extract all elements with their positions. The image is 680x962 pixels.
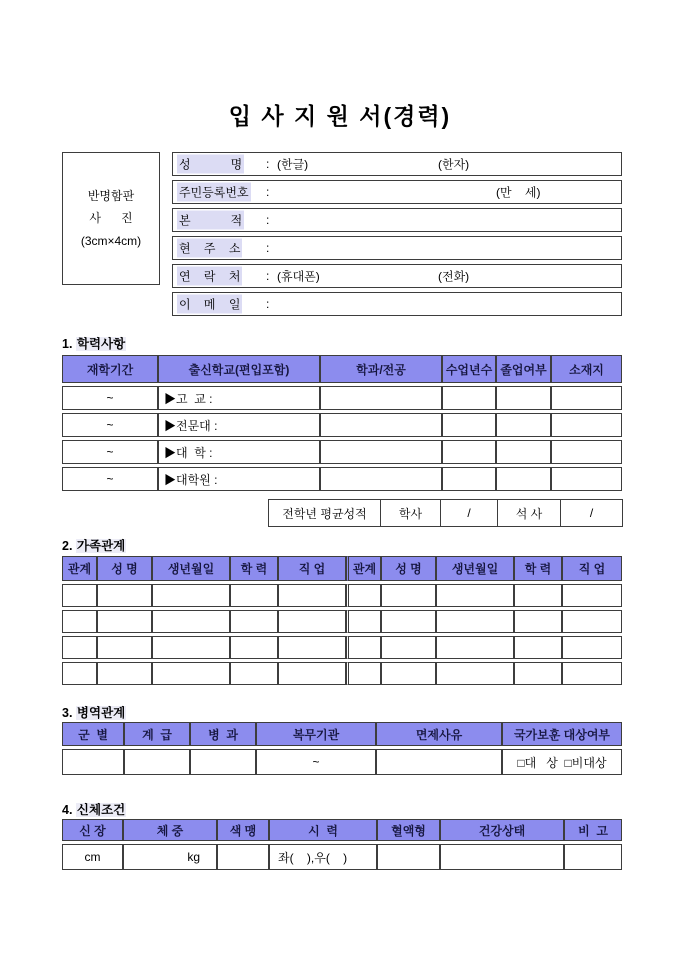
physical-header-row xyxy=(62,819,622,841)
location-cell xyxy=(551,440,622,464)
major-cell xyxy=(320,386,442,410)
header-cell: 졸업여부 xyxy=(496,355,551,383)
header-cell: 신 장 xyxy=(62,819,123,841)
header-cell: 시 력 xyxy=(269,819,377,841)
school-cell: ▶대학원 : xyxy=(158,467,320,491)
family-cell xyxy=(381,610,436,633)
major-cell xyxy=(320,467,442,491)
period-cell: ~ xyxy=(62,440,158,464)
gpa-bachelor-score: / xyxy=(441,500,498,527)
family-cell xyxy=(278,584,346,607)
name-label: 성 명 xyxy=(177,155,244,174)
school-cell: ▶대 학 : xyxy=(158,440,320,464)
header-cell: 체 중 xyxy=(123,819,217,841)
family-cell xyxy=(230,610,278,633)
resident-number-label: 주민등록번호 xyxy=(177,183,251,202)
family-cell xyxy=(514,662,562,685)
height-cell: cm xyxy=(62,844,123,870)
permanent-address-label: 본 적 xyxy=(177,211,244,230)
family-cell xyxy=(436,662,514,685)
family-cell xyxy=(97,662,152,685)
header-cell: 비 고 xyxy=(564,819,622,841)
photo-box-line1: 반명함판 xyxy=(87,189,135,204)
major-cell xyxy=(320,440,442,464)
family-cell xyxy=(436,610,514,633)
service-period-cell: ~ xyxy=(256,749,376,775)
row-contact xyxy=(172,264,622,288)
graduated-cell xyxy=(496,413,551,437)
family-cell xyxy=(514,636,562,659)
email-label: 이 메 일 xyxy=(177,295,242,314)
header-cell: 직 업 xyxy=(562,556,622,581)
header-cell: 건강상태 xyxy=(440,819,564,841)
branch-cell xyxy=(62,749,124,775)
location-cell xyxy=(551,386,622,410)
section-number: 3. xyxy=(62,706,73,720)
family-cell xyxy=(152,584,230,607)
colorblind-cell xyxy=(217,844,269,870)
photo-box-line2: 사 진 xyxy=(89,211,133,226)
contact-phone-placeholder: (전화) xyxy=(438,269,470,284)
family-cell xyxy=(152,662,230,685)
section-title: 신체조건 xyxy=(76,803,126,817)
photo-box-line3: (3cm×4cm) xyxy=(80,233,142,248)
row-email xyxy=(172,292,622,316)
family-cell xyxy=(152,610,230,633)
military-table xyxy=(62,719,622,778)
family-cell xyxy=(562,662,622,685)
military-row xyxy=(62,749,622,775)
colon: : xyxy=(266,185,270,199)
school-cell: ▶고 교 : xyxy=(158,386,320,410)
period-cell: ~ xyxy=(62,413,158,437)
colon: : xyxy=(266,157,270,171)
personal-info-table xyxy=(172,152,622,316)
header-cell: 성 명 xyxy=(97,556,152,581)
health-cell xyxy=(440,844,564,870)
family-cell xyxy=(346,662,381,685)
family-cell xyxy=(436,636,514,659)
family-cell xyxy=(230,584,278,607)
page-title: 입 사 지 원 서(경력) xyxy=(228,103,452,129)
header-cell: 수업년수 xyxy=(442,355,496,383)
family-cell xyxy=(230,636,278,659)
section-number: 1. xyxy=(62,337,73,351)
family-row xyxy=(62,636,622,659)
colon: : xyxy=(266,213,270,227)
name-hangul-placeholder: (한글) xyxy=(277,157,309,172)
family-cell xyxy=(152,636,230,659)
section-number: 4. xyxy=(62,803,73,817)
family-cell xyxy=(62,662,97,685)
name-hanja-placeholder: (한자) xyxy=(438,157,470,172)
vision-cell: 좌( ),우( ) xyxy=(269,844,377,870)
family-cell xyxy=(62,584,97,607)
physical-table xyxy=(62,816,622,873)
years-cell xyxy=(442,440,496,464)
header-cell: 관계 xyxy=(346,556,381,581)
header-cell: 생년월일 xyxy=(152,556,230,581)
veteran-status-cell: □대 상 □비대상 xyxy=(502,749,622,775)
graduated-cell xyxy=(496,467,551,491)
header-cell: 병 과 xyxy=(190,722,256,746)
gpa-row xyxy=(269,500,623,527)
major-cell xyxy=(320,413,442,437)
education-row-gradschool xyxy=(62,467,622,491)
family-cell xyxy=(278,610,346,633)
age-placeholder: (만 세) xyxy=(496,185,541,200)
family-cell xyxy=(62,610,97,633)
header-cell: 학 력 xyxy=(514,556,562,581)
graduated-cell xyxy=(496,386,551,410)
family-cell xyxy=(62,636,97,659)
military-header-row xyxy=(62,722,622,746)
family-cell xyxy=(562,610,622,633)
row-permanent-address xyxy=(172,208,622,232)
weight-cell: kg xyxy=(123,844,217,870)
family-cell xyxy=(562,636,622,659)
contact-label: 연 락 처 xyxy=(177,267,242,286)
row-name xyxy=(172,152,622,176)
header-cell: 면제사유 xyxy=(376,722,502,746)
location-cell xyxy=(551,413,622,437)
family-cell xyxy=(436,584,514,607)
header-cell: 복무기관 xyxy=(256,722,376,746)
header-cell: 계 급 xyxy=(124,722,190,746)
family-cell xyxy=(381,662,436,685)
rank-cell xyxy=(124,749,190,775)
contact-mobile-placeholder: (휴대폰) xyxy=(277,269,320,284)
header-cell: 성 명 xyxy=(381,556,436,581)
family-cell xyxy=(562,584,622,607)
graduated-cell xyxy=(496,440,551,464)
gpa-table xyxy=(268,499,623,527)
family-cell xyxy=(381,584,436,607)
education-header-row xyxy=(62,355,622,383)
physical-row xyxy=(62,844,622,870)
family-row xyxy=(62,584,622,607)
header-cell: 국가보훈 대상여부 xyxy=(502,722,622,746)
years-cell xyxy=(442,386,496,410)
section-number: 2. xyxy=(62,539,73,553)
remarks-cell xyxy=(564,844,622,870)
period-cell: ~ xyxy=(62,386,158,410)
colon: : xyxy=(266,297,270,311)
header-cell: 관계 xyxy=(62,556,97,581)
gpa-bachelor-label: 학사 xyxy=(381,500,441,527)
family-cell xyxy=(346,584,381,607)
header-cell: 출신학교(편입포함) xyxy=(158,355,320,383)
gpa-master-score: / xyxy=(561,500,623,527)
school-cell: ▶전문대 : xyxy=(158,413,320,437)
family-cell xyxy=(346,610,381,633)
header-cell: 소재지 xyxy=(551,355,622,383)
family-cell xyxy=(514,584,562,607)
header-cell: 생년월일 xyxy=(436,556,514,581)
section-heading-family xyxy=(62,536,126,554)
bloodtype-cell xyxy=(377,844,440,870)
family-cell xyxy=(230,662,278,685)
gpa-label: 전학년 평균성적 xyxy=(269,500,381,527)
location-cell xyxy=(551,467,622,491)
section-heading-education xyxy=(62,334,126,352)
gpa-master-label: 석 사 xyxy=(498,500,561,527)
row-resident-number xyxy=(172,180,622,204)
family-cell xyxy=(278,636,346,659)
header-cell: 색 맹 xyxy=(217,819,269,841)
family-row xyxy=(62,610,622,633)
header-cell: 학과/전공 xyxy=(320,355,442,383)
header-cell: 학 력 xyxy=(230,556,278,581)
exemption-reason-cell xyxy=(376,749,502,775)
family-cell xyxy=(381,636,436,659)
section-title: 학력사항 xyxy=(76,337,126,351)
header-cell: 직 업 xyxy=(278,556,346,581)
section-title: 병역관계 xyxy=(76,706,126,720)
header-cell: 군 별 xyxy=(62,722,124,746)
photo-box xyxy=(62,152,160,285)
family-cell xyxy=(278,662,346,685)
family-header-row xyxy=(62,556,622,581)
education-row-college xyxy=(62,413,622,437)
header-cell: 재학기간 xyxy=(62,355,158,383)
family-row xyxy=(62,662,622,685)
period-cell: ~ xyxy=(62,467,158,491)
row-current-address xyxy=(172,236,622,260)
colon: : xyxy=(266,241,270,255)
years-cell xyxy=(442,413,496,437)
education-table xyxy=(62,352,622,494)
current-address-label: 현 주 소 xyxy=(177,239,242,258)
years-cell xyxy=(442,467,496,491)
family-cell xyxy=(514,610,562,633)
family-cell xyxy=(97,610,152,633)
education-row-highschool xyxy=(62,386,622,410)
family-table xyxy=(62,553,622,688)
family-cell xyxy=(346,636,381,659)
family-cell xyxy=(97,584,152,607)
section-title: 가족관계 xyxy=(76,539,126,553)
family-cell xyxy=(97,636,152,659)
header-cell: 혈액형 xyxy=(377,819,440,841)
education-row-university xyxy=(62,440,622,464)
colon: : xyxy=(266,269,270,283)
specialty-cell xyxy=(190,749,256,775)
